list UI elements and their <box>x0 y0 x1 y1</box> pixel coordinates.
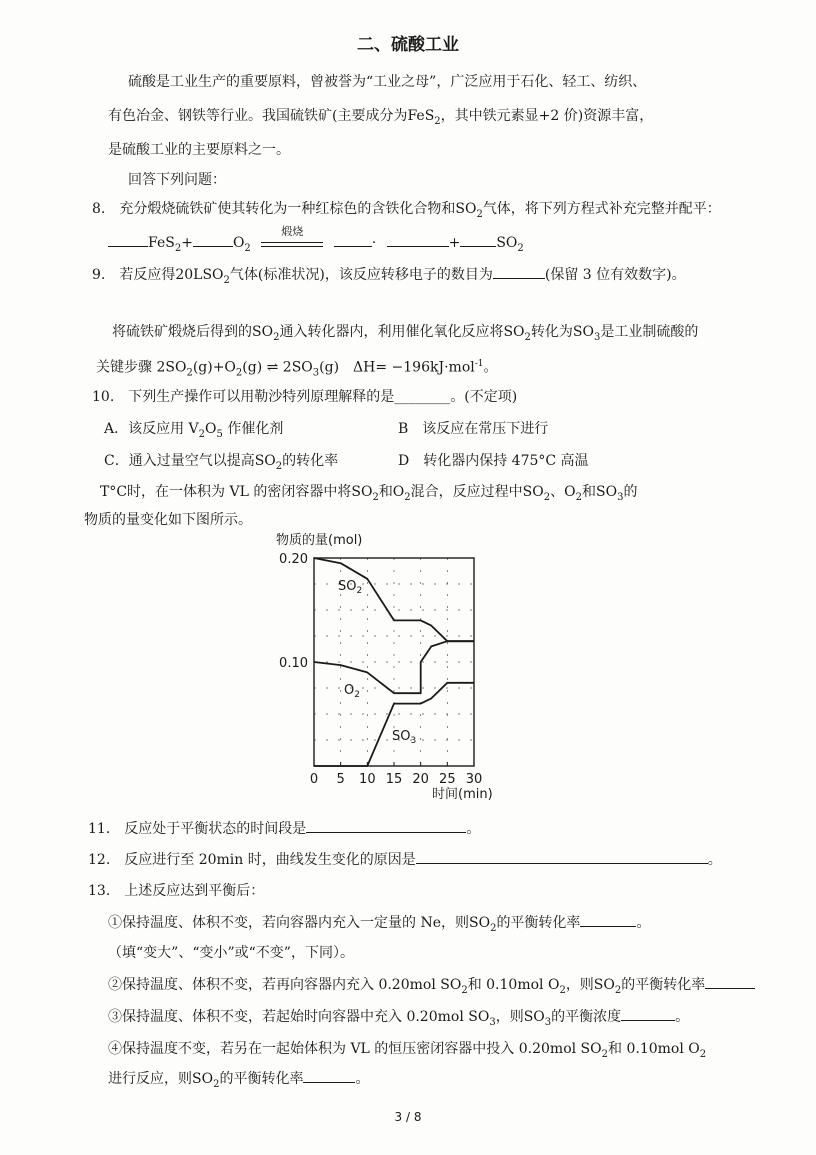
x-tick-label-25: 25 <box>439 772 456 787</box>
x-axis-label: 时间(min) <box>432 787 493 802</box>
x-tick-label-5: 5 <box>336 772 345 787</box>
page-number: 3 / 8 <box>394 1110 422 1124</box>
x-tick-label-15: 15 <box>385 772 403 787</box>
chart-svg <box>270 528 510 808</box>
para2-line-2: 关键步骤 $2SO_2(g)+O_2(g)$ ⇌ $2SO_3(g)$ ΔH= −196kJ·mol$^{-1}$。 <box>96 359 498 379</box>
intro-line-1: 硫酸是工业生产的重要原料，曾被誉为“工业之母”，广泛应用于石化、轻工、纺织、 <box>128 74 647 90</box>
option-d[interactable]: D 转化器内保持 475°C 高温 <box>398 453 589 469</box>
y-tick-label-0: 0.10 <box>279 656 308 671</box>
series-so3-line <box>314 683 474 766</box>
x-tick-label-0: 0 <box>309 772 319 787</box>
option-c[interactable]: C．通入过量空气以提高$SO_2$的转化率 <box>104 453 339 472</box>
blank-q13-2[interactable] <box>705 974 755 989</box>
para2-line-1: 将硫铁矿煅烧后得到的$SO_2$通入转化器内，利用催化氧化反应将$SO_2$转化为$SO_3$是工业制硫酸的 <box>112 324 699 343</box>
q13-item-3: ③保持温度、体积不变，若起始时向容器中充入 0.20mol $SO_3$，则$SO_3$的平衡浓度 。 <box>108 1006 689 1028</box>
blank-change-reason[interactable] <box>416 849 708 864</box>
q13-note: （填“变大”、“变小”或“不变”，下同）。 <box>108 945 354 961</box>
label-o2: $O_2$ <box>344 683 360 700</box>
question-9: 9. 若反应得$20LSO_2$气体(标准状况)，该反应转移电子的数目为 (保留 3 位有效数字)。 <box>92 264 686 286</box>
chart <box>270 528 510 808</box>
label-so2: $SO_2$ <box>338 579 363 596</box>
y-axis-label: 物质的量(mol) <box>276 533 363 548</box>
chart-ticks <box>279 552 482 787</box>
blank-o2-coef[interactable] <box>193 232 233 247</box>
q13-item-4: ④保持温度不变，若另在一起始体积为 VL 的恒压密闭容器中投入 0.20mol $SO_2$和 0.10mol $O_2$ <box>108 1041 707 1060</box>
y-tick-label-1: 0.20 <box>279 552 308 567</box>
blank-q13-4[interactable] <box>303 1068 355 1083</box>
blank-q13-1[interactable] <box>580 912 636 927</box>
label-so3: $SO_3$ <box>392 729 417 746</box>
x-tick-label-20: 20 <box>412 772 429 787</box>
question-8-equation: $FeS_2+ O_2$ 煅烧 · + $SO_2$ <box>108 232 524 254</box>
option-a[interactable]: A．该反应用 $V_2O_5$ 作催化剂 <box>104 421 284 440</box>
reaction-arrow: 煅烧 <box>261 233 323 247</box>
q13-item-1: ①保持温度、体积不变，若向容器内充入一定量的 Ne，则$SO_2$的平衡转化率 。 <box>108 912 650 934</box>
question-12: 12. 反应进行至 20min 时，曲线发生变化的原因是 。 <box>88 849 722 869</box>
blank-electron-count[interactable] <box>493 264 545 279</box>
intro-line-2: 有色冶金、钢铁等行业。我国硫铁矿(主要成分为FeS$_2$，其中铁元素显+2 价)资源丰富， <box>108 108 654 127</box>
intro-line-3: 是硫酸工业的主要原料之一。 <box>108 142 290 158</box>
q13-item-4-cont: 进行反应，则$SO_2$的平衡转化率 。 <box>108 1068 369 1090</box>
x-tick-label-10: 10 <box>359 772 376 787</box>
blank-product-2[interactable] <box>387 232 449 247</box>
question-11: 11. 反应处于平衡状态的时间段是 。 <box>88 818 480 838</box>
blank-equilibrium-period[interactable] <box>306 818 466 833</box>
x-tick-label-30: 30 <box>465 772 483 787</box>
q13-item-2: ②保持温度、体积不变，若再向容器内充入 0.20mol $SO_2$和 0.10mol $O_2$，则$SO_2$的平衡转化率 <box>108 974 755 996</box>
intro-line-4: 回答下列问题： <box>128 172 226 188</box>
blank-q13-3[interactable] <box>621 1006 675 1021</box>
section-title: 二、硫酸工业 <box>357 35 459 55</box>
question-10: 10. 下列生产操作可以用勒沙特列原理解释的是________。(不定项) <box>92 389 518 405</box>
question-13: 13. 上述反应达到平衡后： <box>88 883 265 899</box>
blank-product-1[interactable] <box>334 232 372 247</box>
blank-fes2-coef[interactable] <box>108 232 148 247</box>
para3-line-1: T°C时，在一体积为 VL 的密闭容器中将$SO_2$和$O_2$混合，反应过程中$SO_2$、$O_2$和$SO_3$的 <box>100 484 638 503</box>
blank-so2-coef[interactable] <box>460 232 496 247</box>
question-8: 8. 充分煅烧硫铁矿使其转化为一种红棕色的含铁化合物和$SO_2$气体，将下列方程式补充完整并配平： <box>92 201 721 220</box>
para3-line-2: 物质的量变化如下图所示。 <box>84 512 252 528</box>
option-b[interactable]: B 该反应在常压下进行 <box>398 421 549 437</box>
